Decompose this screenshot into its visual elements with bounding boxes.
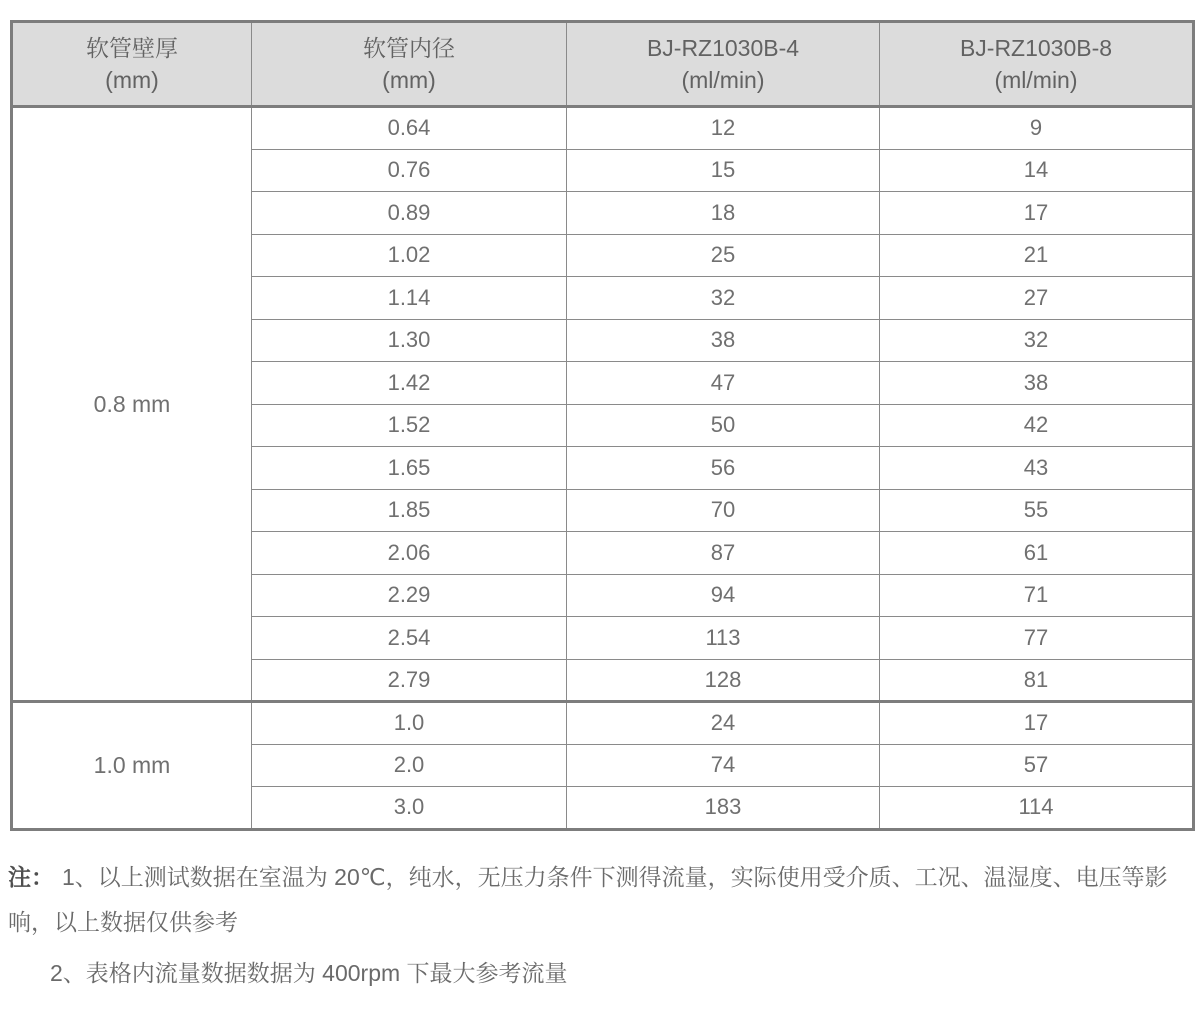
- column-title: BJ-RZ1030B-8: [959, 34, 1113, 61]
- footnote-2-text: 2、表格内流量数据数据为 400rpm 下最大参考流量: [50, 959, 568, 986]
- flow-rate-table: [10, 20, 1195, 831]
- flow-b4-cell: 56: [567, 447, 880, 490]
- inner-diameter-cell: 2.0: [252, 744, 567, 787]
- flow-b4-cell: 94: [567, 574, 880, 617]
- inner-diameter-cell: 2.29: [252, 574, 567, 617]
- flow-b8-cell: 21: [880, 234, 1194, 277]
- flow-b8-cell: 114: [880, 787, 1194, 830]
- flow-b4-cell: 183: [567, 787, 880, 830]
- flow-b4-cell: 38: [567, 319, 880, 362]
- table-body: [12, 107, 1194, 830]
- inner-diameter-cell: 2.79: [252, 659, 567, 702]
- column-header-model-b8: [880, 22, 1194, 107]
- inner-diameter-cell: 2.54: [252, 617, 567, 660]
- table-row: [12, 107, 1194, 150]
- inner-diameter-cell: 2.06: [252, 532, 567, 575]
- header-row: [12, 22, 1194, 107]
- column-unit: (ml/min): [994, 67, 1078, 93]
- inner-diameter-cell: 3.0: [252, 787, 567, 830]
- inner-diameter-cell: 1.85: [252, 489, 567, 532]
- wall-thickness-cell: 0.8 mm: [12, 107, 252, 702]
- flow-b4-cell: 18: [567, 192, 880, 235]
- flow-b4-cell: 87: [567, 532, 880, 575]
- footnotes: [8, 855, 1186, 996]
- flow-b8-cell: 38: [880, 362, 1194, 405]
- flow-b8-cell: 9: [880, 107, 1194, 150]
- flow-b4-cell: 70: [567, 489, 880, 532]
- flow-b4-cell: 74: [567, 744, 880, 787]
- spec-sheet-page: [0, 20, 1200, 1009]
- flow-b4-cell: 12: [567, 107, 880, 150]
- inner-diameter-cell: 1.02: [252, 234, 567, 277]
- column-header-model-b4: [567, 22, 880, 107]
- flow-b8-cell: 27: [880, 277, 1194, 320]
- wall-thickness-cell: 1.0 mm: [12, 702, 252, 830]
- flow-b4-cell: 24: [567, 702, 880, 745]
- flow-b8-cell: 57: [880, 744, 1194, 787]
- column-header-wall-thickness: [12, 22, 252, 107]
- flow-b8-cell: 61: [880, 532, 1194, 575]
- inner-diameter-cell: 1.0: [252, 702, 567, 745]
- flow-b4-cell: 32: [567, 277, 880, 320]
- inner-diameter-cell: 0.76: [252, 149, 567, 192]
- column-title: 软管内径: [363, 34, 455, 61]
- column-title: BJ-RZ1030B-4: [646, 34, 800, 61]
- column-title: 软管壁厚: [86, 34, 178, 61]
- flow-b4-cell: 25: [567, 234, 880, 277]
- flow-b8-cell: 81: [880, 659, 1194, 702]
- inner-diameter-cell: 1.65: [252, 447, 567, 490]
- table-row: [12, 702, 1194, 745]
- flow-b4-cell: 113: [567, 617, 880, 660]
- flow-b8-cell: 42: [880, 404, 1194, 447]
- inner-diameter-cell: 1.52: [252, 404, 567, 447]
- flow-b4-cell: 47: [567, 362, 880, 405]
- inner-diameter-cell: 1.14: [252, 277, 567, 320]
- flow-b8-cell: 43: [880, 447, 1194, 490]
- footnote-1: [8, 855, 1186, 945]
- flow-b4-cell: 50: [567, 404, 880, 447]
- flow-b8-cell: 55: [880, 489, 1194, 532]
- flow-b4-cell: 128: [567, 659, 880, 702]
- footnote-label: 注：: [8, 863, 54, 890]
- flow-b8-cell: 77: [880, 617, 1194, 660]
- flow-b8-cell: 17: [880, 192, 1194, 235]
- column-unit: (ml/min): [681, 67, 765, 93]
- inner-diameter-cell: 0.64: [252, 107, 567, 150]
- flow-b8-cell: 17: [880, 702, 1194, 745]
- flow-b8-cell: 32: [880, 319, 1194, 362]
- inner-diameter-cell: 1.30: [252, 319, 567, 362]
- column-header-inner-diameter: [252, 22, 567, 107]
- inner-diameter-cell: 0.89: [252, 192, 567, 235]
- table-header: [12, 22, 1194, 107]
- column-unit: (mm): [382, 67, 436, 93]
- flow-b8-cell: 71: [880, 574, 1194, 617]
- inner-diameter-cell: 1.42: [252, 362, 567, 405]
- flow-b4-cell: 15: [567, 149, 880, 192]
- flow-b8-cell: 14: [880, 149, 1194, 192]
- column-unit: (mm): [105, 67, 159, 93]
- footnote-1-text: 1、以上测试数据在室温为 20℃，纯水，无压力条件下测得流量，实际使用受介质、工况、温湿度、电压等影响，以上数据仅供参考: [8, 863, 1168, 935]
